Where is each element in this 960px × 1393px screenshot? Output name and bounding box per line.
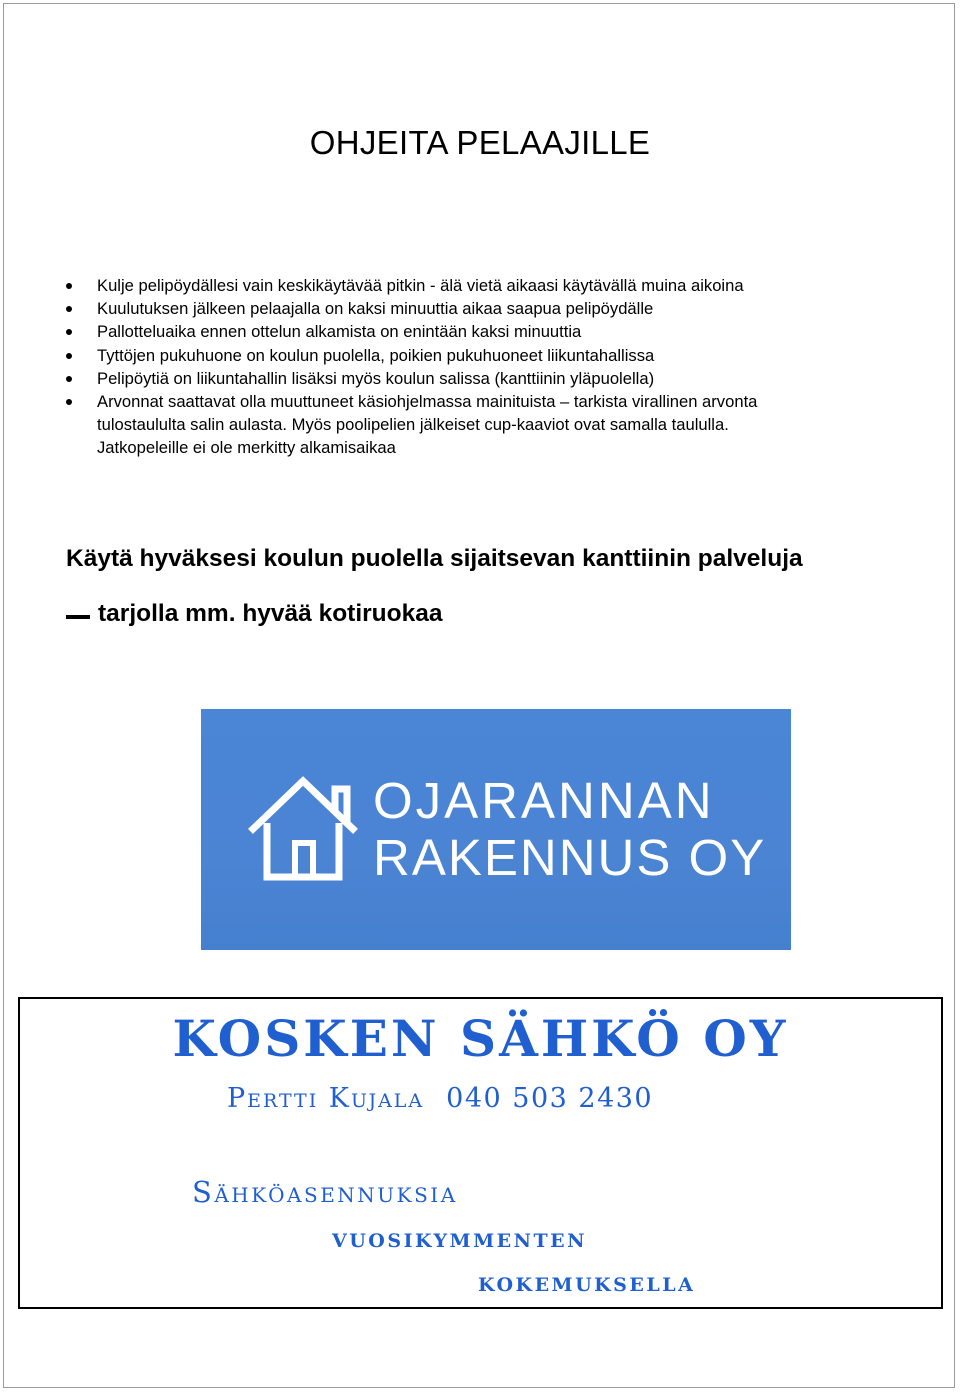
company-name-line1: OJARANNAN <box>373 772 715 829</box>
rule-text: Pelipöytiä on liikuntahallin lisäksi myös koulun salissa (kanttiinin yläpuolella) <box>97 368 655 388</box>
sponsor-title: KOSKEN SÄHKÖ OY <box>172 1009 789 1068</box>
house-icon <box>239 767 367 887</box>
rule-item <box>97 297 877 320</box>
page-title: OHJEITA PELAAJILLE <box>309 124 651 161</box>
rule-item <box>97 390 877 413</box>
bullet-icon <box>66 283 72 289</box>
contact-line <box>227 1083 653 1114</box>
rules-list <box>97 274 877 460</box>
bullet-icon <box>66 376 72 382</box>
rule-item <box>97 367 877 390</box>
slogan-line1: Sähköasennuksia <box>192 1175 458 1209</box>
rule-text: Arvonnat saattavat olla muuttuneet käsiohjelmassa mainituista – tarkista virallinen arvonta <box>97 392 758 412</box>
sponsor-banner-ojarannan <box>201 709 791 950</box>
bullet-icon <box>66 353 72 359</box>
canteen-promo-heading: Käytä hyväksesi koulun puolella sijaitsevan kanttiinin palveluja <box>66 545 803 572</box>
rule-item <box>97 344 877 367</box>
contact-phone: 040 503 2430 <box>446 1083 654 1114</box>
bullet-icon <box>66 399 72 405</box>
rule-item-continuation <box>97 413 877 436</box>
slogan-line2: vuosikymmenten <box>332 1223 587 1254</box>
rule-item <box>97 320 877 343</box>
canteen-promo-subheading: tarjolla mm. hyvää kotiruokaa <box>98 600 443 627</box>
sponsor-box-kosken-sahko <box>18 997 943 1309</box>
rule-text: Kulje pelipöydällesi vain keskikäytävää pitkin - älä vietä aikaasi käytävällä muina aikoina <box>97 276 744 295</box>
rule-text: Tyttöjen pukuhuone on koulun puolella, poikien pukuhuoneet liikuntahallissa <box>97 345 655 365</box>
company-name-line2: RAKENNUS OY <box>373 829 767 886</box>
slogan-line3: kokemuksella <box>478 1267 696 1298</box>
rule-item <box>97 274 877 297</box>
rule-text: Pallotteluaika ennen ottelun alkamista on enintään kaksi minuuttia <box>97 322 582 342</box>
dash-icon <box>66 615 90 619</box>
rule-item-continuation <box>97 436 877 459</box>
contact-name: Pertti Kujala <box>227 1083 425 1114</box>
rule-text: Jatkopeleille ei ole merkitty alkamisaikaa <box>97 438 396 458</box>
rule-text: Kuulutuksen jälkeen pelaajalla on kaksi minuuttia aikaa saapua pelipöydälle <box>97 299 654 319</box>
rule-text: tulostaululta salin aulasta. Myös poolipelien jälkeiset cup-kaaviot ovat samalla taululla. <box>97 415 729 435</box>
